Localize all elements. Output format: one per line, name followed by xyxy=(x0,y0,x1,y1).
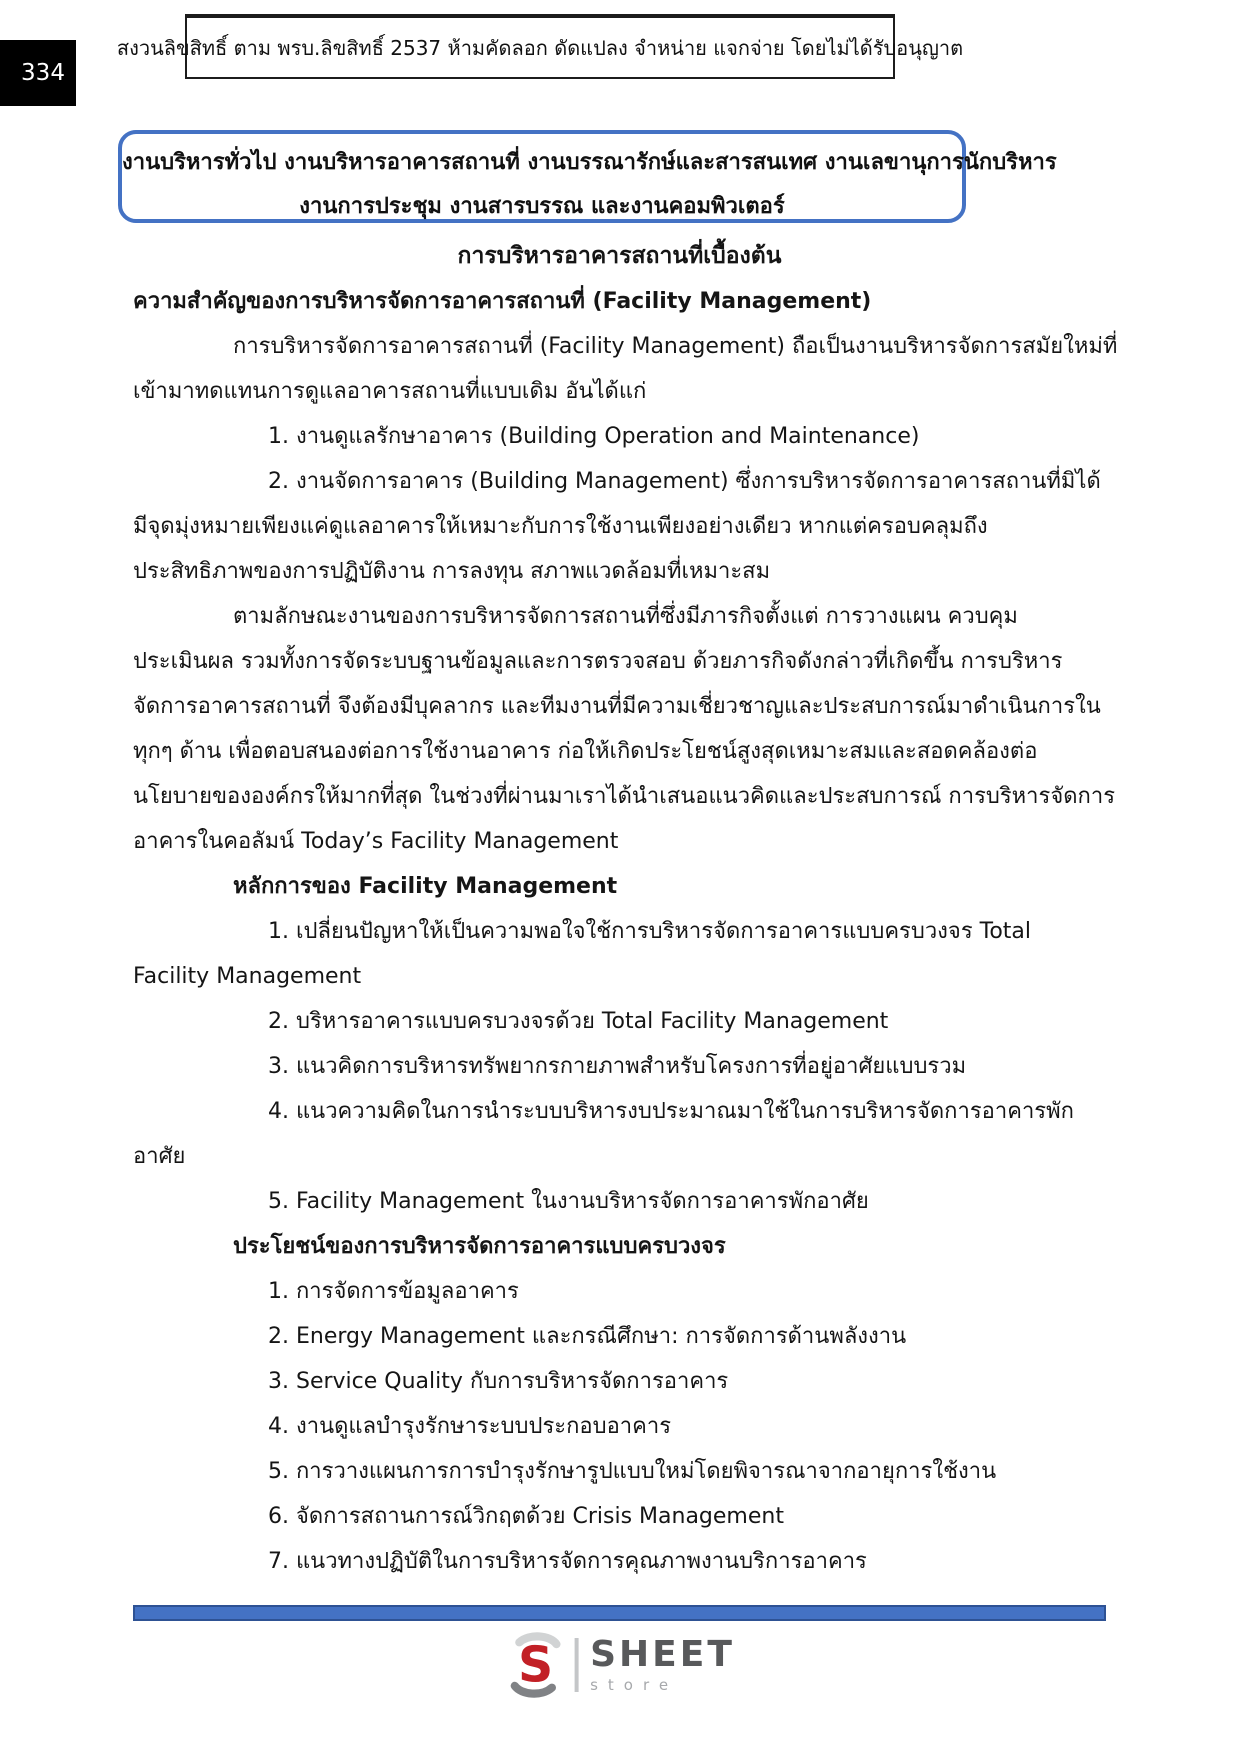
text-line: นโยบายขององค์กรให้มากที่สุด ในช่วงที่ผ่านมาเราได้นำเสนอแนวคิดและประสบการณ์ การบริหารจัดการ xyxy=(133,784,1116,809)
text-line: 2. งานจัดการอาคาร (Building Management) ซึ่งการบริหารจัดการอาคารสถานที่มิได้ xyxy=(268,469,1101,494)
chapter-title-line-1: งานบริหารทั่วไป งานบริหารอาคารสถานที่ งานบรรณารักษ์และสารสนเทศ งานเลขานุการนักบริหาร xyxy=(122,150,1057,175)
text-line: อาคารในคอลัมน์ Today’s Facility Management xyxy=(133,829,619,854)
text-line: จัดการอาคารสถานที่ จึงต้องมีบุคลากร และทีมงานที่มีความเชี่ยวชาญและประสบการณ์มาดำเนินการใน xyxy=(133,694,1101,719)
text-line: 5. การวางแผนการการบำรุงรักษารูปแบบใหม่โดยพิจารณาจากอายุการใช้งาน xyxy=(268,1459,997,1484)
text-line: หลักการของ Facility Management xyxy=(233,874,618,899)
text-line: ทุกๆ ด้าน เพื่อตอบสนองต่อการใช้งานอาคาร ก่อให้เกิดประโยชน์สูงสุดเหมาะสมและสอดคล้องต่อ xyxy=(133,739,1038,764)
text-line: มีจุดมุ่งหมายเพียงแค่ดูแลอาคารให้เหมาะกับการใช้งานเพียงอย่างเดียว หากแต่ครอบคลุมถึง xyxy=(133,514,988,539)
text-line: อาศัย xyxy=(133,1144,186,1169)
text-line: ประโยชน์ของการบริหารจัดการอาคารแบบครบวงจร xyxy=(233,1234,726,1259)
brand-subtitle: store xyxy=(590,1675,679,1694)
text-line: 7. แนวทางปฏิบัติในการบริหารจัดการคุณภาพงานบริการอาคาร xyxy=(268,1549,867,1574)
text-line: การบริหารอาคารสถานที่เบื้องต้น xyxy=(457,243,782,269)
text-line: 6. จัดการสถานการณ์วิกฤตด้วย Crisis Management xyxy=(268,1504,784,1529)
logo-divider xyxy=(574,1638,578,1692)
text-line: การบริหารจัดการอาคารสถานที่ (Facility Management) ถือเป็นงานบริหารจัดการสมัยใหม่ที่ xyxy=(233,334,1118,359)
text-line: 3. Service Quality กับการบริหารจัดการอาคาร xyxy=(268,1369,729,1394)
page-number-badge xyxy=(0,40,76,106)
text-line: 1. เปลี่ยนปัญหาให้เป็นความพอใจใช้การบริหารจัดการอาคารแบบครบวงจร Total xyxy=(268,919,1032,944)
text-line: Facility Management xyxy=(133,964,362,989)
text-line: ความสำคัญของการบริหารจัดการอาคารสถานที่ (Facility Management) xyxy=(133,289,872,314)
text-line: ตามลักษณะงานของการบริหารจัดการสถานที่ซึ่งมีภารกิจตั้งแต่ การวางแผน ควบคุม xyxy=(233,604,1018,629)
text-line: 4. แนวความคิดในการนำระบบบริหารงบประมาณมาใช้ในการบริหารจัดการอาคารพัก xyxy=(268,1099,1074,1124)
text-line: 3. แนวคิดการบริหารทรัพยากรกายภาพสำหรับโครงการที่อยู่อาศัยแบบรวม xyxy=(268,1054,967,1079)
logo-text-block xyxy=(590,1633,735,1694)
text-line: ประสิทธิภาพของการปฏิบัติงาน การลงทุน สภาพแวดล้อมที่เหมาะสม xyxy=(133,559,771,584)
page-number: 334 xyxy=(21,60,65,86)
chapter-title-line-2: งานการประชุม งานสารบรรณ และงานคอมพิวเตอร์ xyxy=(299,194,785,219)
text-line: ประเมินผล รวมทั้งการจัดระบบฐานข้อมูลและการตรวจสอบ ด้วยภารกิจดังกล่าวที่เกิดขึ้น การบริหาร xyxy=(133,649,1063,674)
copyright-banner xyxy=(116,14,964,79)
copyright-text: สงวนลิขสิทธิ์ ตาม พรบ.ลิขสิทธิ์ 2537 ห้ามคัดลอก ดัดแปลง จำหน่าย แจกจ่าย โดยไม่ได้รับอนุญาต xyxy=(116,35,964,60)
body-content xyxy=(133,234,1118,1584)
text-line: 2. Energy Management และกรณีศึกษา: การจัดการด้านพลังงาน xyxy=(268,1324,907,1349)
text-line: 1. งานดูแลรักษาอาคาร (Building Operation and Maintenance) xyxy=(268,424,920,449)
sheet-store-logo-icon xyxy=(506,1632,564,1698)
text-line: 2. บริหารอาคารแบบครบวงจรด้วย Total Facility Management xyxy=(268,1009,889,1034)
logo-letter-s: S xyxy=(517,1636,553,1694)
footer-divider-bar xyxy=(133,1605,1106,1621)
chapter-title-box xyxy=(118,130,1057,223)
brand-name: SHEET xyxy=(590,1633,735,1675)
text-line: 5. Facility Management ในงานบริหารจัดการอาคารพักอาศัย xyxy=(268,1189,869,1214)
text-line: 1. การจัดการข้อมูลอาคาร xyxy=(268,1279,519,1304)
text-line: เข้ามาทดแทนการดูแลอาคารสถานที่แบบเดิม อันได้แก่ xyxy=(133,379,647,404)
text-line: 4. งานดูแลบำรุงรักษาระบบประกอบอาคาร xyxy=(268,1414,672,1439)
footer-logo xyxy=(506,1632,735,1698)
